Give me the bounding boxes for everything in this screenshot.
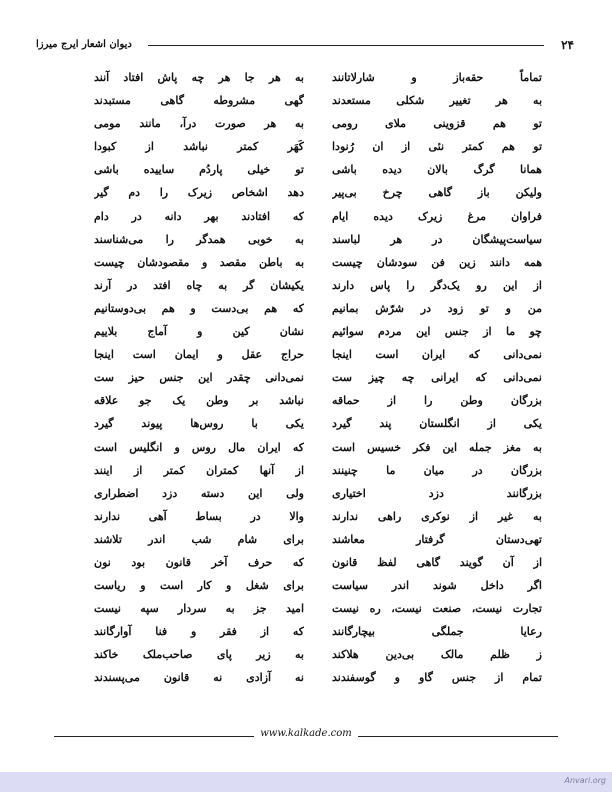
verse-line: نمی‌دانی که ایران است اینجا <box>332 348 542 362</box>
verse-line: رعایا جملگی بیچارگانند <box>332 625 542 639</box>
verse-line: امید جز به سردار سپه نیست <box>94 602 304 616</box>
verse-line: از این رو یک‌دگر را پاس دارند <box>332 278 542 292</box>
verse-line: تهی‌دستان گرفتار معاشند <box>332 532 542 546</box>
verse-line: والا در بساط آهی ندارند <box>94 509 304 523</box>
verse-line: تمام از جنس گاو و گوسفندند <box>332 671 542 685</box>
verse-line: نه آزادی نه قانون می‌پسندند <box>94 671 304 685</box>
verse-line: گهی مشروطه گاهی مستبدند <box>94 94 304 108</box>
verse-line: که هم بی‌دست و هم بی‌دوستانیم <box>94 301 304 315</box>
verse-line: برای شغل و کار است و ریاست <box>94 579 304 593</box>
verse-line: که افتادند بهر دانه در دام <box>94 209 304 223</box>
verse-line: برای شام شب اندر تلاشند <box>94 532 304 546</box>
verse-line: همانا گرگ بالان دیده باشی <box>332 163 542 177</box>
verse-line: به خوبی همدگر را می‌شناسند <box>94 232 304 246</box>
verse-line: به هر جا هر چه پاش افتاد آنند <box>94 71 304 84</box>
verse-line: یکی از انگلستان پند گیرد <box>332 417 542 431</box>
verse-line: که ایران مال روس و انگلیس است <box>94 440 304 454</box>
verse-line: به هر تغییر شکلی مستعدند <box>332 94 542 108</box>
verse-line: بزرگان وطن را از حماقه <box>332 394 542 408</box>
verse-line: بزرگان در میان ما چنینند <box>332 463 542 477</box>
poem-column-right <box>332 66 542 690</box>
footer-rule-right <box>358 736 558 737</box>
verse-line: نباشد بر وطن یک جو علاقه <box>94 394 304 408</box>
verse-line: تو هم کمتر نئی از ان رُنودا <box>332 140 542 154</box>
verse-line: نمی‌دانی چقدر این جنس حیز ست <box>94 371 304 385</box>
verse-line: نمی‌دانی که ایرانی چه چیز ست <box>332 371 542 385</box>
page-header <box>36 36 574 54</box>
verse-line: فراوان مرغ زیرک دیده ایام <box>332 209 542 223</box>
verse-line: که حرف آخر قانون بود نون <box>94 555 304 569</box>
verse-line: که از فقر و فنا آوارگانند <box>94 625 304 639</box>
header-rule <box>148 45 544 46</box>
footer-rule-left <box>54 736 254 737</box>
page-number: ۲۴ <box>561 38 574 52</box>
verse-line: نشان کین و آماج بلاییم <box>94 325 304 339</box>
verse-line: من و تو زود در شرّش بمانیم <box>332 301 542 315</box>
poem-column-left <box>94 66 304 690</box>
verse-line: دهد اشخاص زیرک را دم گیر <box>94 186 304 200</box>
verse-line: به زیر پای صاحب‌ملک خاکند <box>94 648 304 662</box>
verse-line: یکی با روس‌ها پیوند گیرد <box>94 417 304 431</box>
verse-line: چو ما از جنس این مردم سوائیم <box>332 325 542 339</box>
verse-line: ولی این دسته دزد اضطراری <box>94 486 304 500</box>
verse-line: به باطن مقصد و مقصودشان چیست <box>94 255 304 269</box>
verse-line: به مغز جمله این فکر خسیس است <box>332 440 542 454</box>
verse-line: از آن گویند گاهی لفظ قانون <box>332 555 542 569</box>
website-link[interactable]: www.kalkade.com <box>260 728 352 739</box>
verse-line: کَهَر کمتر نباشد از کبودا <box>94 140 304 154</box>
page-footer <box>54 726 558 742</box>
verse-line: اگر داخل شوند اندر سیاست <box>332 579 542 593</box>
verse-line: ولیکن باز گاهی چرخ بی‌پیر <box>332 186 542 200</box>
book-title: دیوان اشعار ایرج میرزا <box>36 39 132 50</box>
verse-line: تو هم قزوینی ملای رومی <box>332 117 542 131</box>
verse-line: ز ظلم مالک بی‌دین هلاکند <box>332 648 542 662</box>
verse-line: تجارت نیست، صنعت نیست، ره نیست <box>332 602 542 616</box>
verse-line: بزرگانند دزد اختیاری <box>332 486 542 500</box>
verse-line: به هر صورت درآ، مانند مومی <box>94 117 304 131</box>
verse-line: سیاست‌پیشگان در هر لباسند <box>332 232 542 246</box>
verse-line: همه دانند زین فن سودشان چیست <box>332 255 542 269</box>
watermark-text: Anvari.org <box>564 776 606 785</box>
verse-line: حراج عقل و ایمان است اینجا <box>94 348 304 362</box>
verse-line: تماماً حقه‌باز و شارلاتانند <box>332 71 542 84</box>
verse-line: از آنها کمتران کمتر از اینند <box>94 463 304 477</box>
watermark-bar <box>0 772 612 792</box>
verse-line: تو خیلی پاردُم ساییده باشی <box>94 163 304 177</box>
verse-line: یکیشان گر به چاه افتد در آرند <box>94 278 304 292</box>
verse-line: به غیر از نوکری راهی ندارند <box>332 509 542 523</box>
